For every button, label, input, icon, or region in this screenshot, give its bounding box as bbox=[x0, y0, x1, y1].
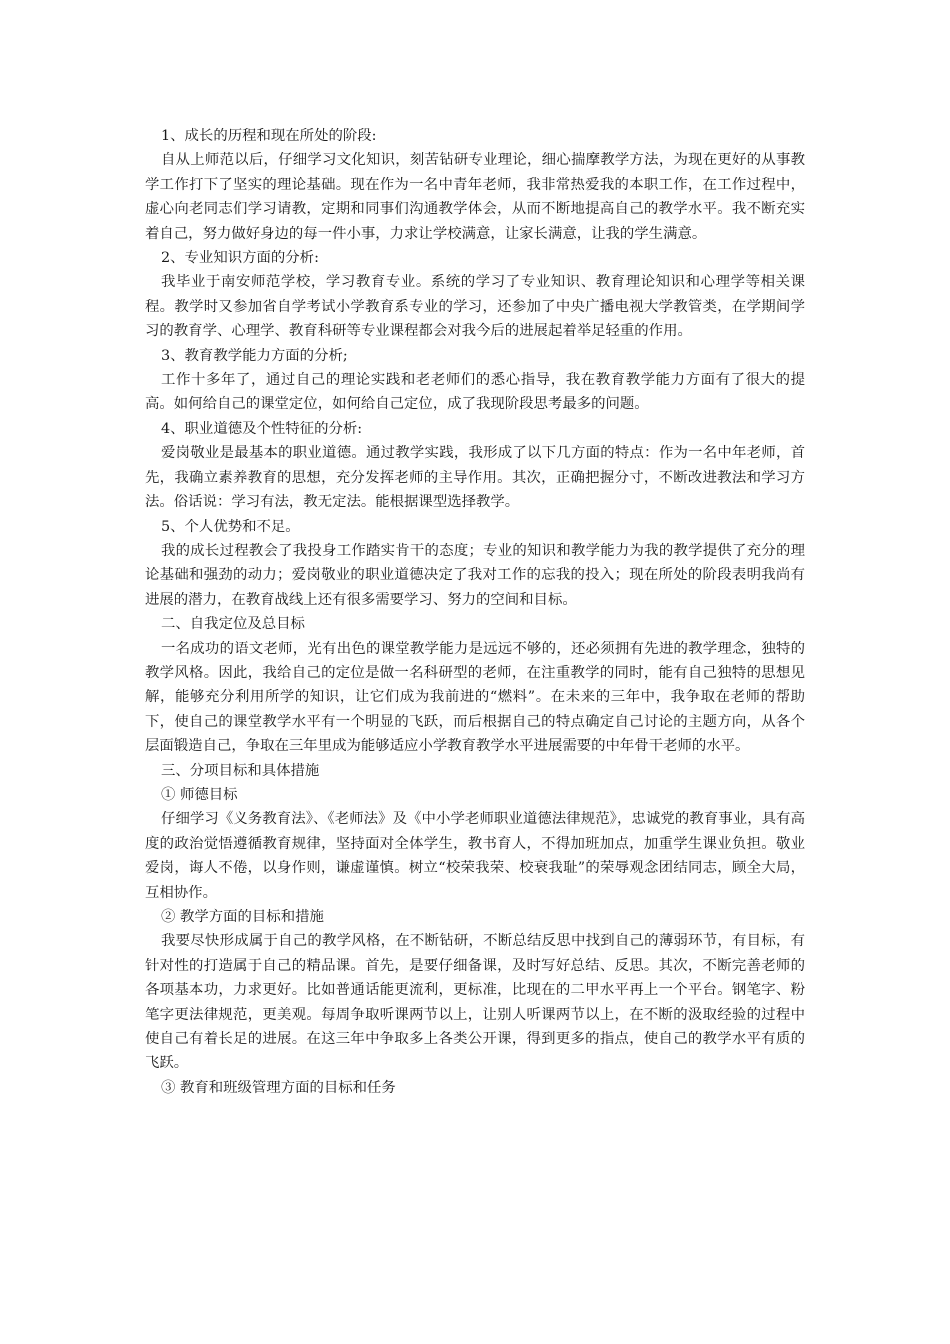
subheading-class-management: ③ 教育和班级管理方面的目标和任务 bbox=[161, 1079, 396, 1096]
paragraph-ethics: 爱岗敬业是最基本的职业道德。通过教学实践，我形成了以下几方面的特点：作为一名中年老师，首先，我确立素养教育的思想，充分发挥老师的主导作用。其次，正确把握分寸，不断改进教法和学习方法。俗话说：学习有法，教无定法。能根据课型选择教学。 bbox=[145, 445, 805, 511]
section-heading-growth: 1、成长的历程和现在所处的阶段: bbox=[161, 128, 377, 144]
section-heading-ability: 3、教育教学能力方面的分析; bbox=[161, 347, 348, 364]
paragraph-knowledge: 我毕业于南安师范学校，学习教育专业。系统的学习了专业知识、教育理论知识和心理学等相关课程。教学时又参加省自学考试小学教育系专业的学习，还参加了中央广播电视大学教管类，在学期间学习的教育学、心理学、教育科研等专业课程都会对我今后的进展起着举足轻重的作用。 bbox=[145, 274, 805, 340]
subheading-teaching-goal: ② 教学方面的目标和措施 bbox=[161, 909, 324, 925]
paragraph-positioning: 一名成功的语文老师，光有出色的课堂教学能力是远远不够的，还必须拥有先进的教学理念，独特的教学风格。因此，我给自己的定位是做一名科研型的老师，在注重教学的同时，能有自己独特的思想见解，能够充分利用所学的知识，让它们成为我前进的“燃料”。在未来的三年中，我争取在老师的帮助下，使自己的课堂教学水平有一个明显的飞跃，而后根据自己的特点确定自己讨论的主题方向，从各个层面锻造自己，争取在三年里成为能够适应小学教育教学水平进展需要的中年骨干老师的水平。 bbox=[145, 640, 805, 755]
section-heading-ethics: 4、职业道德及个性特征的分析: bbox=[161, 420, 363, 437]
section-heading-goals: 三、分项目标和具体措施 bbox=[161, 762, 320, 779]
paragraph-ethics-goal: 仔细学习《义务教育法》、《老师法》及《中小学老师职业道德法律规范》，忠诚党的教育事业，具有高度的政治觉悟遵循教育规律，坚持面对全体学生，教书育人，不得加班加点，加重学生课业负担。敬业爱岗，诲人不倦，以身作则，谦虚谨慎。树立“校荣我荣、校衰我耻”的荣辱观念团结同志，顾全大局，互相协作。 bbox=[145, 811, 805, 901]
section-heading-strengths: 5、个人优势和不足。 bbox=[161, 518, 300, 535]
section-heading-knowledge: 2、专业知识方面的分析: bbox=[161, 250, 319, 267]
paragraph-strengths: 我的成长过程教会了我投身工作踏实肯干的态度；专业的知识和教学能力为我的教学提供了充分的理论基础和强劲的动力；爱岗敬业的职业道德决定了我对工作的忘我的投入；现在所处的阶段表明我尚有进展的潜力，在教育战线上还有很多需要学习、努力的空间和目标。 bbox=[145, 542, 805, 608]
paragraph-growth: 自从上师范以后，仔细学习文化知识，刻苦钻研专业理论，细心揣摩教学方法，为现在更好的从事教学工作打下了坚实的理论基础。现在作为一名中青年老师，我非常热爱我的本职工作，在工作过程中，虚心向老同志们学习请教，定期和同事们沟通教学体会，从而不断地提高自己的教学水平。我不断充实着自己，努力做好身边的每一件小事，力求让学校满意，让家长满意，让我的学生满意。 bbox=[145, 152, 805, 242]
paragraph-ability: 工作十多年了，通过自己的理论实践和老老师们的悉心指导，我在教育教学能力方面有了很大的提高。如何给自己的课堂定位，如何给自己定位，成了我现阶段思考最多的问题。 bbox=[145, 372, 805, 413]
section-heading-positioning: 二、自我定位及总目标 bbox=[161, 616, 305, 633]
subheading-ethics-goal: ① 师德目标 bbox=[161, 786, 238, 803]
paragraph-teaching-goal: 我要尽快形成属于自己的教学风格，在不断钻研，不断总结反思中找到自己的薄弱环节，有目标，有针对性的打造属于自己的精品课。首先，是要仔细备课，及时写好总结、反思。其次，不断完善老师的各项基本功，力求更好。比如普通话能更流利，更标准，比现在的二甲水平再上一个平台。钢笔字、粉笔字更法律规范，更美观。每周争取听课两节以上，让别人听课两节以上，在不断的汲取经验的过程中使自己有着长足的进展。在这三年中争取多上各类公开课，得到更多的指点，使自己的教学水平有质的飞跃。 bbox=[145, 933, 805, 1072]
document-page bbox=[145, 124, 805, 1100]
